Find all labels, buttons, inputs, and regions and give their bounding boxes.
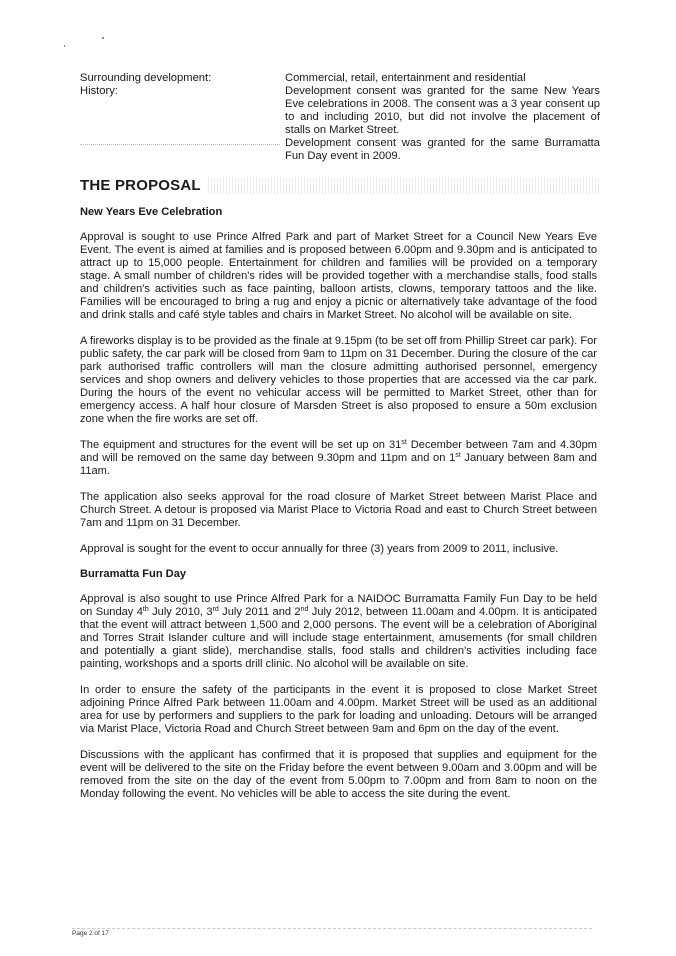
row-label: Surrounding development: (80, 72, 212, 84)
paragraph: Approval is sought to use Prince Alfred Park and part of Market Street for a Council New Years Eve Event. The event is aimed at families and is proposed between 6.00pm and 9.30pm and is anticipated to attract up to 15,000 people. Entertainment for children and families will be provided on a temporary stage. A small number of children's rides will be provided together with a merchandise stalls, food stalls and children's activities such as face painting, balloon artists, clowns, temporary tattoos and the like. Families will be encouraged to bring a rug and enjoy a picnic or alternatively take advantage of the food and drink stalls and café style tables and chairs in Market Street. No alcohol will be available on site. (80, 231, 597, 321)
section-title: THE PROPOSAL (80, 177, 207, 194)
table-row (80, 85, 600, 163)
page-number: Page 2 of 17 (72, 930, 109, 937)
paragraph: Approval is also sought to use Prince Alfred Park for a NAIDOC Burramatta Family Fun Day to be held on Sunday 4th July 2010, 3rd July 2011 and 2nd July 2012, between 11.00am and 4.00pm. It is anticipated that the event will attract between 1,500 and 2,000 persons. The event will be a celebration of Aboriginal and Torres Strait Islander culture and will include stage entertainment, amusements (for small children and potentially a giant slide), merchandise stalls, food stalls and children's activities including face painting, workshops and a sports drill clinic. No alcohol will be available on site. (80, 593, 598, 670)
footer-rule (72, 928, 592, 929)
history-table (80, 72, 600, 163)
paragraph: The equipment and structures for the event will be set up on 31st December between 7am and 4.30pm and will be removed on the same day between 9.30pm and 11pm and on 1st January between 8am and 11am. (80, 439, 597, 477)
scan-speck (64, 45, 65, 47)
row-label: History: (80, 85, 118, 97)
scan-speck (102, 37, 104, 39)
row-value: Commercial, retail, entertainment and residential (285, 72, 526, 84)
paragraph: A fireworks display is to be provided as the finale at 9.15pm (to be set off from Phillip Street car park). For public safety, the car park will be closed from 9am to 11pm on 31 December. During the closure of the car park authorised traffic controllers will man the closure admitting authorised personnel, emergency services and shop owners and delivery vehicles to those properties that are accessed via the car park. During the hours of the event no vehicular access will be permitted to Market Street, other than for emergency access. A half hour closure of Marsden Street is also proposed to ensure a 50m exclusion zone when the fire works are set off. (80, 335, 597, 425)
paragraph: The application also seeks approval for the road closure of Market Street between Marist Place and Church Street. A detour is proposed via Marist Place to Victoria Road and east to Church Street between 7am and 11pm on 31 December. (80, 491, 597, 529)
paragraph: In order to ensure the safety of the participants in the event it is proposed to close Market Street adjoining Prince Alfred Park between 11.00am and 4.00pm. Market Street will be used as an additional area for use by performers and suppliers to the park for loading and unloading. Detours will be arranged via Marist Place, Victoria Road and Church Street between 9am and 6pm on the day of the event. (80, 684, 597, 735)
subheading-nye: New Years Eve Celebration (80, 206, 223, 218)
paragraph: Approval is sought for the event to occur annually for three (3) years from 2009 to 2011, inclusive. (80, 543, 559, 555)
table-row (80, 72, 600, 85)
proposal-body (80, 206, 597, 814)
row-value: Development consent was granted for the same New Years Eve celebrations in 2008. The consent was a 3 year consent up to and including 2010, but did not involve the placement of stalls on Market Street. Development consent was granted for the same Burramatta Fun Day event in 2009. (285, 85, 600, 162)
paragraph: Discussions with the applicant has confirmed that it is proposed that supplies and equipment for the event will be delivered to the site on the Friday before the event between 9.00am and 3.00pm and will be removed from the site on the day of the event from 5.00pm to 7.00pm and from 8am to noon on the Monday following the event. No vehicles will be able to access the site during the event. (80, 749, 597, 800)
subheading-funday: Burramatta Fun Day (80, 568, 187, 580)
dotted-rule (80, 144, 280, 145)
